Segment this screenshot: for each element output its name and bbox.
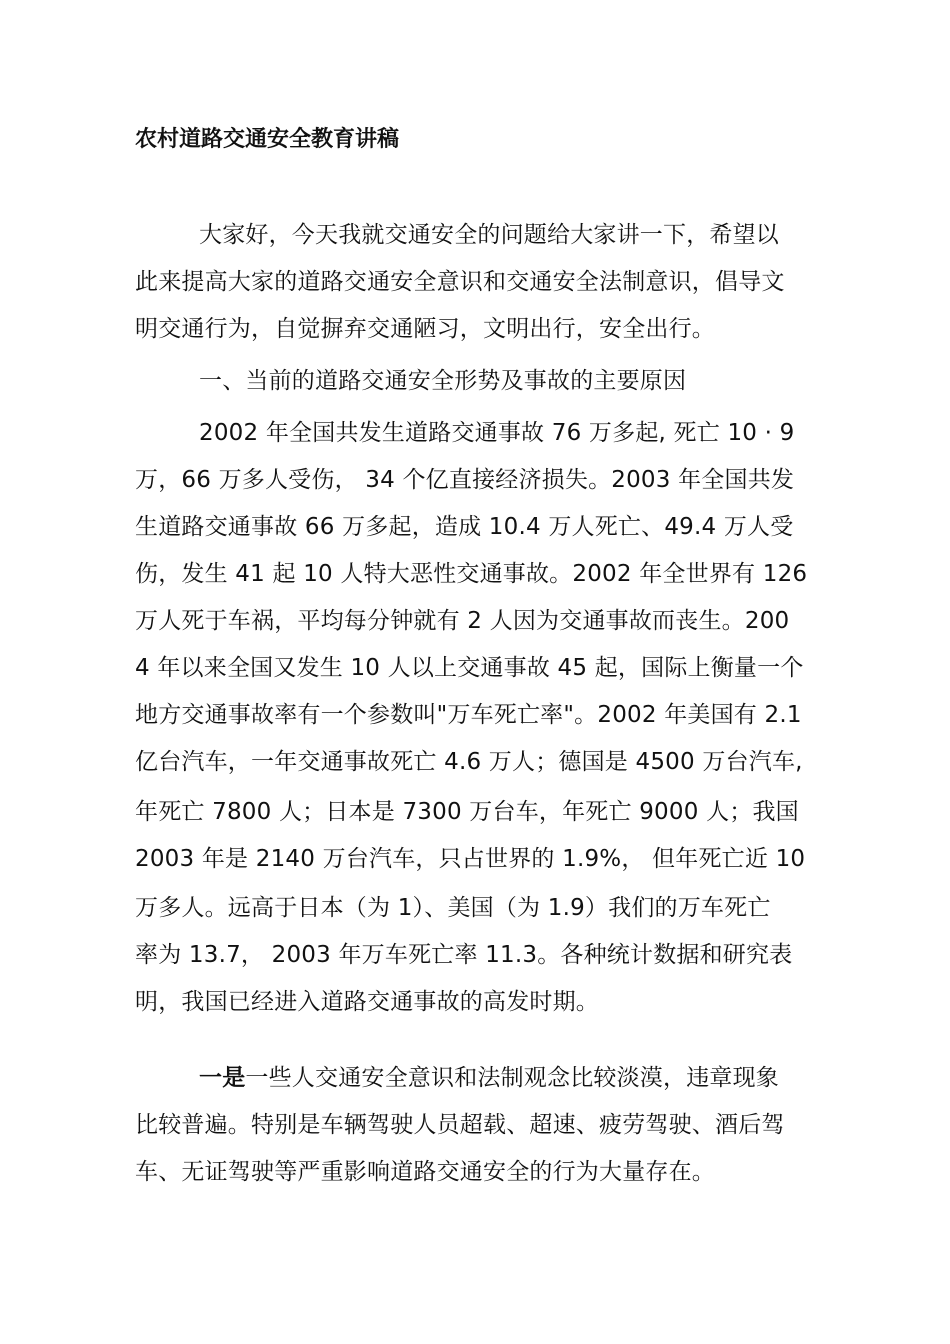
stats-line-13: 明，我国已经进入道路交通事故的高发时期。 <box>135 989 599 1015</box>
point-one-line-1 <box>199 1061 779 1095</box>
point-one-line-2: 比较普遍。特别是车辆驾驶人员超载、超速、疲劳驾驶、酒后驾 <box>135 1112 785 1138</box>
stats-line-4: 伤，发生 41 起 10 人特大恶性交通事故。2002 年全世界有 126 <box>135 561 808 587</box>
stats-line-7: 地方交通事故率有一个参数叫"万车死亡率"。2002 年美国有 2.1 <box>135 702 802 728</box>
point-one-lead: 一是 <box>199 1065 246 1091</box>
stats-line-3: 生道路交通事故 66 万多起，造成 10.4 万人死亡、49.4 万人受 <box>135 514 794 540</box>
stats-line-2: 万，66 万多人受伤， 34 个亿直接经济损失。2003 年全国共发 <box>135 467 795 493</box>
stats-line-1: 2002 年全国共发生道路交通事故 76 万多起, 死亡 10 · 9 <box>199 420 795 446</box>
stats-line-12: 率为 13.7， 2003 年万车死亡率 11.3。各种统计数据和研究表 <box>135 942 793 968</box>
document-title: 农村道路交通安全教育讲稿 <box>135 127 400 152</box>
stats-line-8: 亿台汽车，一年交通事故死亡 4.6 万人；德国是 4500 万台汽车, <box>135 749 803 775</box>
point-one-line-1-text: 一些人交通安全意识和法制观念比较淡漠，违章现象 <box>245 1065 780 1091</box>
intro-line-2: 此来提高大家的道路交通安全意识和交通安全法制意识，倡导文 <box>135 269 785 295</box>
point-one-line-3: 车、无证驾驶等严重影响道路交通安全的行为大量存在。 <box>135 1159 715 1185</box>
stats-line-11: 万多人。远高于日本（为 1）、美国（为 1.9）我们的万车死亡 <box>135 895 771 921</box>
stats-line-10: 2003 年是 2140 万台汽车，只占世界的 1.9%， 但年死亡近 10 <box>135 846 806 872</box>
stats-line-9: 年死亡 7800 人；日本是 7300 万台车，年死亡 9000 人；我国 <box>135 799 799 825</box>
section-heading: 一、当前的道路交通安全形势及事故的主要原因 <box>199 368 687 394</box>
stats-line-5: 万人死于车祸，平均每分钟就有 2 人因为交通事故而丧生。200 <box>135 608 790 634</box>
intro-line-3: 明交通行为，自觉摒弃交通陋习，文明出行，安全出行。 <box>135 316 715 342</box>
intro-line-1: 大家好，今天我就交通安全的问题给大家讲一下，希望以 <box>199 222 779 248</box>
stats-line-6: 4 年以来全国又发生 10 人以上交通事故 45 起，国际上衡量一个 <box>135 655 804 681</box>
